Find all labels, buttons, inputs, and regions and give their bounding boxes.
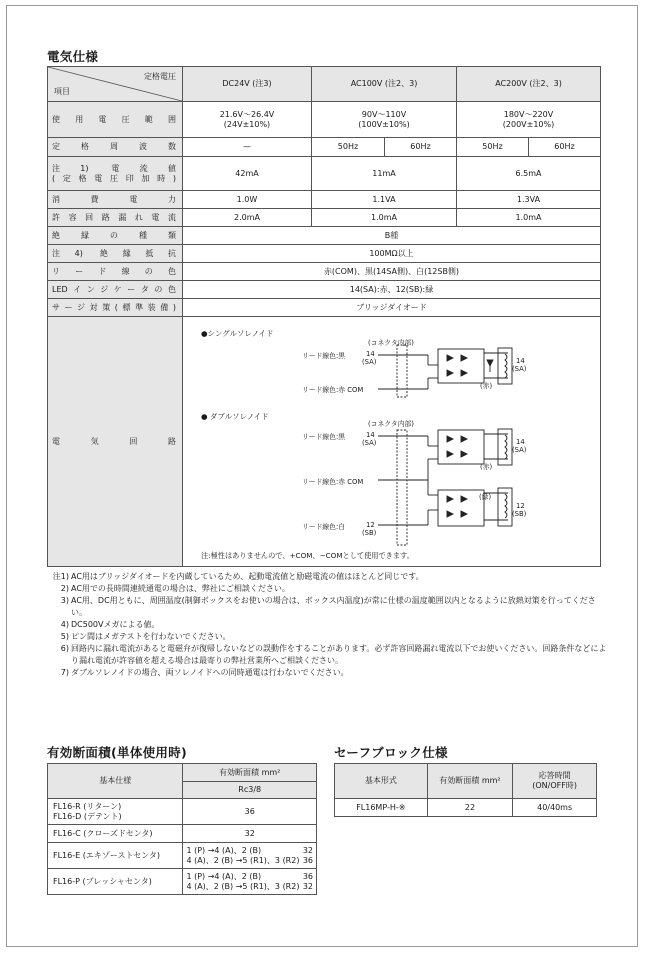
current-label-line1: 注1) 電流値: [52, 163, 176, 173]
lead-color-value: 赤(COM)、黒(14SA側)、白(12SB側): [183, 263, 601, 281]
single-coil-14: 14: [516, 357, 525, 365]
note-key: 2): [60, 584, 69, 593]
row-lead-color: [48, 263, 601, 281]
table-row: [335, 799, 597, 817]
note-key: 5): [60, 632, 69, 641]
dc24-range-main: 21.6V〜26.4V: [219, 109, 275, 119]
ac100-freq-50: 50Hz: [312, 138, 385, 157]
double-led-green: (緑): [479, 493, 492, 501]
single-lead-black: リード線色:黒: [302, 352, 346, 360]
label-led: LEDインジケータの色: [48, 281, 183, 299]
response-label: 応答時間: [538, 771, 571, 780]
flow-value: 36: [302, 871, 313, 881]
label-leakage: 許容回路漏れ電流: [48, 209, 183, 227]
area-flow-line: [186, 882, 313, 892]
area-spec-c: FL16-C (クローズドセンタ): [48, 825, 183, 843]
electrical-spec-title: 電気仕様: [47, 49, 99, 64]
label-frequency: 定格周波数: [48, 138, 183, 157]
area-h-spec: 基本仕様: [48, 764, 183, 799]
area-spec-cell: [48, 799, 183, 825]
note-key: 4): [60, 620, 69, 629]
single-coil-sa: (SA): [512, 365, 527, 373]
area-flow-line: [186, 856, 313, 866]
label-surge: サージ対策(標準装備): [48, 299, 183, 317]
label-circuit: 電気回路: [48, 317, 183, 567]
single-sa-label: (SA): [362, 358, 377, 366]
insulation-resistance-value: 100MΩ以上: [183, 245, 601, 263]
dc24-voltage-range: [183, 102, 312, 138]
insulation-type-value: B種: [183, 227, 601, 245]
double-lead-black: リード線色:黒: [302, 433, 346, 441]
dc24-current: 42mA: [183, 157, 312, 191]
ac200-range-main: 180V〜220V: [503, 109, 554, 119]
note-text: AC用はブリッジダイオードを内蔵しているため、起動電流値と励磁電流の値はほとんど同じです。: [71, 572, 424, 581]
area-value: 36: [183, 799, 317, 825]
safe-h-response: [513, 764, 597, 799]
double-sb-label: (SB): [362, 529, 377, 537]
note-4: [47, 619, 607, 631]
safe-h-model: 基本形式: [335, 764, 428, 799]
ac200-power: 1.3VA: [457, 191, 601, 209]
dc24-range-tol: (24V±10%): [223, 119, 271, 129]
note-3: [47, 595, 607, 619]
ac200-freq-60: 60Hz: [529, 138, 601, 157]
response-sub: (ON/OFF時): [532, 781, 577, 790]
label-insulation-type: 絶縁の種類: [48, 227, 183, 245]
table-row: [48, 869, 317, 895]
ac100-leakage: 1.0mA: [312, 209, 457, 227]
surge-value: ブリッジダイオード: [183, 299, 601, 317]
ac100-current: 11mA: [312, 157, 457, 191]
connector-label-double: (コネクタ内部): [368, 420, 414, 428]
table-row: [48, 799, 317, 825]
circuit-diagram: [200, 320, 600, 570]
label-lead-color: リード線の色: [48, 263, 183, 281]
effective-area-title: 有効断面積(単体使用時): [47, 745, 188, 760]
note-key: 注1): [52, 572, 69, 581]
safe-area: 22: [427, 799, 513, 817]
safe-header-row: [335, 764, 597, 799]
row-power: [48, 191, 601, 209]
row-led: [48, 281, 601, 299]
note-6: [47, 643, 607, 667]
double-coil-14: 14: [516, 438, 525, 446]
note-text: ピン間はメガテストを行わないでください。: [71, 632, 231, 641]
flow-path: 4 (A)、2 (B) →5 (R1)、3 (R2): [186, 855, 300, 865]
note-key: 6): [60, 644, 69, 653]
note-key: 7): [60, 668, 69, 677]
item-label: 項目: [54, 87, 70, 96]
header-corner-cell: [48, 67, 183, 102]
row-surge: [48, 299, 601, 317]
safe-block-table: [334, 763, 597, 817]
area-spec-p: FL16-P (プレッシャセンタ): [48, 869, 183, 895]
single-14-label: 14: [366, 350, 375, 358]
note-7: [47, 667, 607, 679]
single-solenoid-title: ●シングルソレノイド: [201, 329, 274, 338]
label-insulation-resistance: 注4) 絶縁抵抗: [48, 245, 183, 263]
dc24-frequency: —: [183, 138, 312, 157]
row-insulation-resistance: [48, 245, 601, 263]
note-text: ダブルソレノイドの場合、両ソレノイドへの同時通電は行わないでください。: [71, 668, 349, 677]
row-voltage-range: [48, 102, 601, 138]
flow-path: 4 (A)、2 (B) →5 (R1)、3 (R2): [186, 881, 300, 891]
double-coil-sb: (SB): [512, 510, 527, 518]
label-current: [48, 157, 183, 191]
current-label-line2: (定格電圧印加時): [52, 173, 176, 183]
area-flow-line: [186, 846, 313, 856]
table-row: [48, 843, 317, 869]
row-frequency: [48, 138, 601, 157]
double-led-red: (赤): [480, 463, 493, 471]
circuit-polarity-note: 注:極性はありませんので、+COM、−COMとして使用できます。: [201, 551, 414, 560]
flow-value: 32: [302, 845, 313, 855]
effective-area-table: [47, 763, 317, 895]
double-coil-sa: (SA): [512, 446, 527, 454]
note-text: AC用、DC用ともに、周囲温度(制御ボックスをお使いの場合は、ボックス内温度)が常に仕様の温度範囲以内となるように放熱対策を行ってください。: [71, 596, 596, 617]
note-2: [47, 583, 607, 595]
ac100-voltage-range: [312, 102, 457, 138]
label-power: 消費電力: [48, 191, 183, 209]
single-led-red: (赤): [480, 382, 493, 390]
ac100-range-main: 90V〜110V: [361, 109, 407, 119]
ac200-current: 6.5mA: [457, 157, 601, 191]
table-row: [48, 825, 317, 843]
area-flow-line: [186, 872, 313, 882]
safe-model: FL16MP-H-※: [335, 799, 428, 817]
note-1: [47, 571, 607, 583]
spec-header-row: [48, 67, 601, 102]
label-voltage-range: 使用電圧範囲: [48, 102, 183, 138]
double-solenoid-title: ● ダブルソレノイド: [201, 412, 269, 421]
area-spec-e: FL16-E (エキゾーストセンタ): [48, 843, 183, 869]
area-value-multi: [183, 843, 317, 869]
ac100-range-tol: (100V±10%): [358, 119, 410, 129]
dc24-power: 1.0W: [183, 191, 312, 209]
double-lead-red-com: リード線色:赤 COM: [302, 478, 364, 486]
single-lead-red-com: リード線色:赤 COM: [302, 386, 364, 394]
ac200-leakage: 1.0mA: [457, 209, 601, 227]
area-h-area: 有効断面積 mm²: [183, 764, 317, 782]
ac100-freq-60: 60Hz: [385, 138, 457, 157]
col-ac200: AC200V (注2、3): [457, 67, 601, 102]
note-text: 回路内に漏れ電流があると電磁弁が復帰しないなどの誤動作をすることがあります。必ず許容回路漏れ電流以下でお使いください。回路条件などにより漏れ電流が許容値を超える場合は最寄りの弊社営業所へご相談ください。: [71, 644, 607, 665]
ac200-freq-50: 50Hz: [457, 138, 529, 157]
note-5: [47, 631, 607, 643]
rated-voltage-label: 定格電圧: [144, 72, 176, 81]
ac200-voltage-range: [457, 102, 601, 138]
row-current: [48, 157, 601, 191]
flow-path: 1 (P) →4 (A)、2 (B): [186, 871, 262, 881]
ac200-range-tol: (200V±10%): [502, 119, 555, 129]
circuit-drawing: [200, 320, 600, 570]
area-value: 32: [183, 825, 317, 843]
flow-path: 1 (P) →4 (A)、2 (B): [186, 845, 262, 855]
double-coil-12: 12: [516, 502, 525, 510]
ac100-power: 1.1VA: [312, 191, 457, 209]
dc24-leakage: 2.0mA: [183, 209, 312, 227]
note-text: AC用での長時間連続通電の場合は、弊社にご相談ください。: [71, 584, 290, 593]
led-value: 14(SA):赤、12(SB):緑: [183, 281, 601, 299]
double-12-label: 12: [366, 521, 375, 529]
safe-block-title: セーフブロック仕様: [334, 745, 448, 760]
area-spec-r: FL16-R (リターン): [53, 801, 122, 811]
double-14-label: 14: [366, 431, 375, 439]
connector-label-single: (コネクタ内部): [368, 339, 414, 347]
area-spec-d: FL16-D (デテント): [53, 811, 122, 821]
spec-notes: [47, 571, 607, 679]
flow-value: 32: [302, 881, 313, 891]
double-lead-white: リード線色:白: [302, 523, 346, 531]
row-insulation-type: [48, 227, 601, 245]
area-value-multi: [183, 869, 317, 895]
safe-h-area: 有効断面積 mm²: [427, 764, 513, 799]
area-header-row: [48, 764, 317, 782]
note-text: DC500Vメガによる値。: [71, 620, 160, 629]
flow-value: 36: [302, 855, 313, 865]
col-ac100: AC100V (注2、3): [312, 67, 457, 102]
note-key: 3): [60, 596, 69, 605]
safe-response: 40/40ms: [513, 799, 597, 817]
col-dc24: DC24V (注3): [183, 67, 312, 102]
row-leakage: [48, 209, 601, 227]
double-sa-label: (SA): [362, 439, 377, 447]
area-h-port: Rc3/8: [183, 782, 317, 799]
